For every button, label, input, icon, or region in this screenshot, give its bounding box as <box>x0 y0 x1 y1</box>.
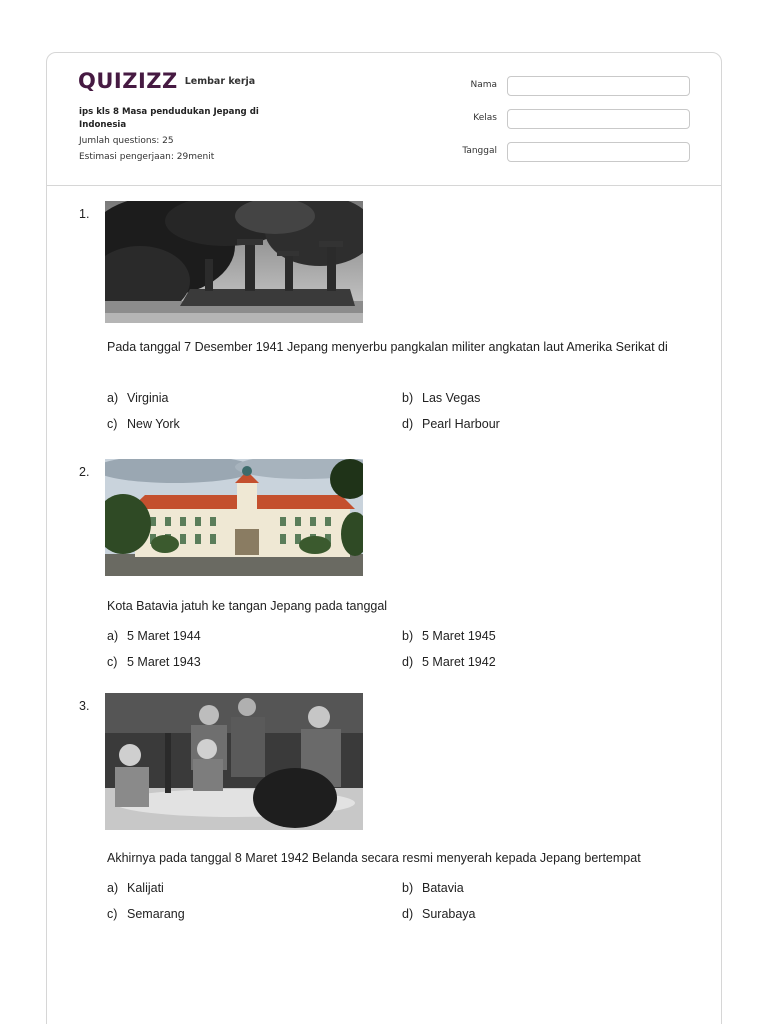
worksheet-title: ips kls 8 Masa pendudukan Jepang di Indonesia <box>79 107 259 130</box>
brand-name: QUIZIZZ <box>78 69 178 93</box>
option-d[interactable]: d) 5 Maret 1942 <box>402 655 496 669</box>
question-number: 1. <box>79 207 90 221</box>
class-label: Kelas <box>473 113 497 123</box>
worksheet-subtitle: Lembar kerja <box>184 76 256 87</box>
quizizz-logo <box>78 69 255 93</box>
question-text: Kota Batavia jatuh ke tangan Jepang pada tanggal <box>107 599 388 613</box>
batavia-building-photo <box>105 459 363 576</box>
worksheet-page <box>46 52 722 1024</box>
date-label: Tanggal <box>462 146 497 156</box>
warship-burning-photo <box>105 201 363 323</box>
class-field[interactable] <box>507 109 690 129</box>
option-a[interactable]: a) 5 Maret 1944 <box>107 629 201 643</box>
option-c[interactable]: c) Semarang <box>107 907 185 921</box>
option-d[interactable]: d) Surabaya <box>402 907 476 921</box>
question-number: 3. <box>79 699 90 713</box>
option-c[interactable]: c) New York <box>107 417 180 431</box>
time-estimate: Estimasi pengerjaan: 29menit <box>79 152 215 162</box>
question-count: Jumlah questions: 25 <box>79 136 174 146</box>
surrender-meeting-photo <box>105 693 363 830</box>
option-b[interactable]: b) 5 Maret 1945 <box>402 629 496 643</box>
question-number: 2. <box>79 465 90 479</box>
option-a[interactable]: a) Virginia <box>107 391 169 405</box>
question-text: Akhirnya pada tanggal 8 Maret 1942 Belanda secara resmi menyerah kepada Jepang bertempat <box>107 851 641 865</box>
option-a[interactable]: a) Kalijati <box>107 881 164 895</box>
question-text: Pada tanggal 7 Desember 1941 Jepang menyerbu pangkalan militer angkatan laut Amerika Serikat di <box>107 340 668 354</box>
option-c[interactable]: c) 5 Maret 1943 <box>107 655 201 669</box>
option-b[interactable]: b) Batavia <box>402 881 464 895</box>
name-label: Nama <box>470 80 497 90</box>
name-field[interactable] <box>507 76 690 96</box>
date-field[interactable] <box>507 142 690 162</box>
option-b[interactable]: b) Las Vegas <box>402 391 481 405</box>
worksheet-header <box>47 53 721 186</box>
option-d[interactable]: d) Pearl Harbour <box>402 417 500 431</box>
